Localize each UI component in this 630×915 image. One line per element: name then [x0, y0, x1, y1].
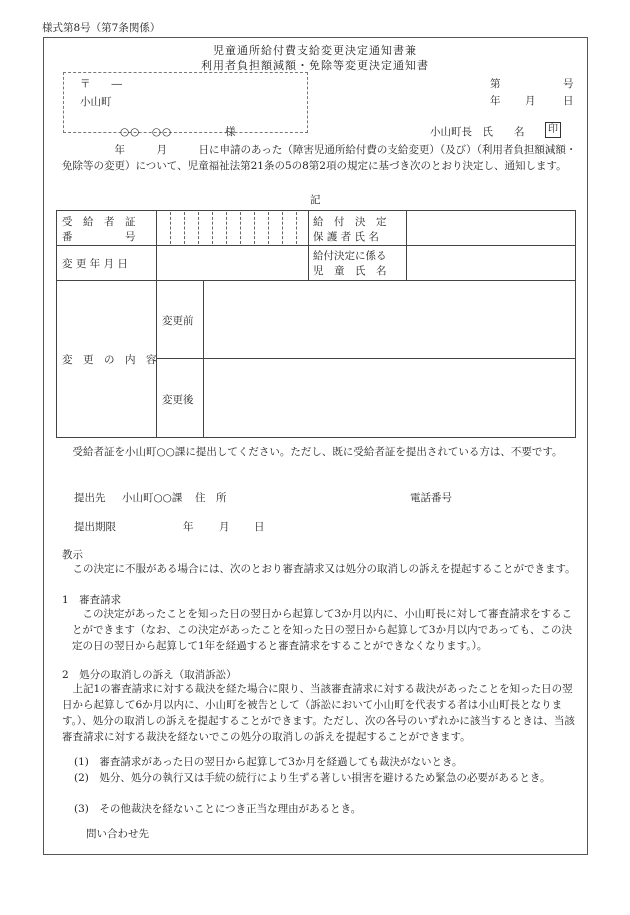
- submit-dept: 小山町○○課: [122, 492, 183, 504]
- deadline-day: 日: [254, 521, 265, 533]
- child-name-label-2: 児 童 氏 名: [313, 265, 387, 277]
- kyoji-s2-text: 上記1の審査請求に対する裁決を経た場合に限り、当該審査請求に対する裁決があったことを知った日の翌日から起算して6か月以内に、小山町を被告として（訴訟において小山町を代表する者は小山町長となります。）、処分の取消しの訴えを提起することができます。ただし、次の各号のいずれかに該当するときは、当該審査請求に対する裁決を経ないでこの処分の取消しの訴えを提起することができます。: [62, 683, 575, 743]
- form-number: 様式第8号（第7条関係）: [42, 22, 161, 34]
- kyoji-heading: 教示: [62, 549, 83, 561]
- date-year: 年: [490, 95, 501, 107]
- kyoji-item-1: (1) 審査請求があった日の翌日から起算して3か月を経過しても裁決がないとき。: [74, 756, 463, 768]
- change-content-label: 変 更 の 内 容: [62, 354, 157, 366]
- kyoji-item-2: (2) 処分、処分の執行又は手続の続行により生ずる著しい損害を避けるため緊急の必要があるとき。: [74, 772, 551, 784]
- kyoji-item-3: (3) その他裁決を経ないことにつき正当な理由があるとき。: [74, 803, 362, 815]
- kyoji-s1-text: この決定があったことを知った日の翌日から起算して3か月以内に、小山町長に対して審査請求をすることができます（なお、この決定があったことを知った日の翌日から起算して3か月以内であっても、この決定の日の翌日から起算して1年を経過すると審査請求をすることができなくなります。）。: [72, 608, 573, 652]
- submit-to-label: 提出先: [74, 492, 106, 504]
- deadline-label: 提出期限: [74, 521, 116, 533]
- kyoji-s1-heading: 1 審査請求: [62, 594, 122, 606]
- deadline-month: 月: [219, 521, 230, 533]
- cert-no-label-1: 受 給 者 証: [62, 216, 136, 228]
- recipient-name: ○○ ○○: [120, 126, 173, 138]
- contact-label: 問い合わせ先: [86, 828, 149, 840]
- date-day: 日: [563, 95, 574, 107]
- recipient-honorific: 様: [225, 126, 236, 138]
- doc-number-dai: 第: [490, 78, 501, 90]
- issuer-title: 小山町長 氏 名: [430, 126, 525, 138]
- submit-notice: 受給者証を小山町○○課に提出してください。ただし、既に受給者証を提出されている方は、不要です。: [62, 446, 563, 458]
- submit-address-label: 住 所: [195, 492, 227, 504]
- doc-number-go: 号: [563, 78, 574, 90]
- postal-mark: 〒 ―: [80, 78, 122, 90]
- date-month: 月: [525, 95, 536, 107]
- after-label: 変更後: [162, 394, 194, 406]
- ki-heading: 記: [310, 194, 321, 206]
- guardian-label-2: 保 護 者 氏 名: [313, 231, 379, 243]
- change-date-label: 変 更 年 月 日: [62, 258, 128, 270]
- address-town: 小山町: [80, 96, 112, 108]
- intro-paragraph: 年 月 日に申請のあった（障害児通所給付費の支給変更）（及び）（利用者負担額減額・免除等の変更）について、児童福祉法第21条の5の8第2項の規定に基づき次のとおり決定し、通知します。: [62, 144, 577, 172]
- before-label: 変更前: [162, 315, 194, 327]
- cert-no-label-2: 番 号: [62, 231, 136, 243]
- phone-label: 電話番号: [410, 492, 452, 504]
- seal-mark: 印: [545, 122, 561, 138]
- kyoji-intro: この決定に不服がある場合には、次のとおり審査請求又は処分の取消しの訴えを提起することができます。: [62, 563, 576, 575]
- kyoji-s2-heading: 2 処分の取消しの訴え（取消訴訟）: [62, 669, 237, 681]
- deadline-year: 年: [183, 521, 194, 533]
- document-title-line1: 児童通所給付費支給変更決定通知書兼: [213, 44, 417, 57]
- document-title-line2: 利用者負担額減額・免除等変更決定通知書: [201, 59, 429, 72]
- guardian-label-1: 給 付 決 定: [313, 216, 387, 228]
- child-name-label-1: 給付決定に係る: [313, 250, 387, 262]
